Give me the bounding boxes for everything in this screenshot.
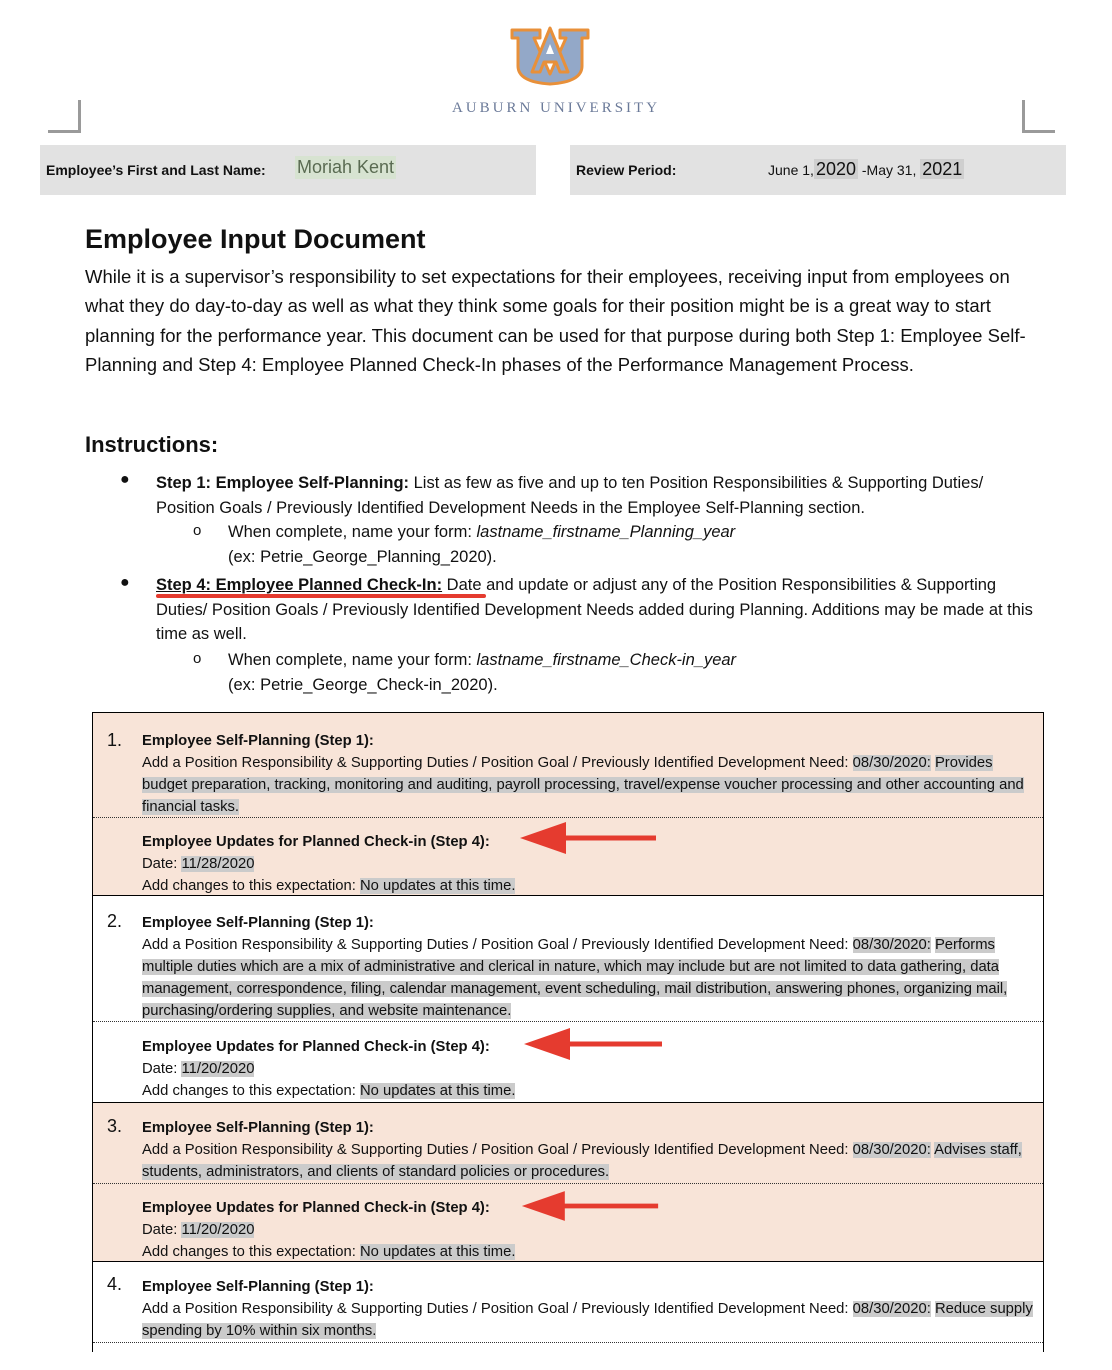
red-arrow-left-icon (522, 1024, 662, 1064)
step4-text: Date and update or adjust any of the Position Responsibilities & Supporting Duties/ Position Goals / Previously Identified Development Needs added during Planning. Additions may be made at this time as well. (156, 576, 1033, 643)
red-underline-annotation (156, 594, 486, 598)
step1-filename-pattern: lastname_firstname_Planning_year (476, 523, 736, 541)
changes-field[interactable]: No updates at this time. (360, 1083, 516, 1099)
table-row (93, 896, 1043, 1102)
self-planning-cell (142, 730, 1037, 818)
period-mid: -May 31, (857, 162, 921, 178)
responsibility-prompt: Add a Position Responsibility & Supporting Duties / Position Goal / Previously Identified Development Need: (142, 1301, 853, 1317)
employee-name-field[interactable]: Moriah Kent (297, 157, 395, 177)
changes-field[interactable]: No updates at this time. (360, 1244, 516, 1260)
self-planning-cell (142, 1117, 1037, 1183)
self-planning-heading: Employee Self-Planning (Step 1): (142, 1279, 374, 1295)
document-title: Employee Input Document (85, 224, 426, 254)
step1-label: Step 1: Employee Self-Planning: (156, 474, 410, 492)
dotted-divider (93, 1183, 1043, 1184)
entry-number: 3. (107, 1116, 123, 1136)
changes-label: Add changes to this expectation: (142, 1083, 360, 1099)
date-label: Date: (142, 856, 182, 872)
period-end-year-field[interactable]: 2021 (922, 159, 963, 179)
step4-sub-prefix: When complete, name your form: (228, 651, 477, 669)
employee-name-label: Employee’s First and Last Name: (46, 162, 266, 178)
responsibility-date-field[interactable]: 08/30/2020: (852, 1142, 931, 1158)
entry-number: 1. (107, 730, 123, 750)
review-period-label: Review Period: (576, 162, 677, 178)
checkin-heading: Employee Updates for Planned Check-in (Step 4): (142, 834, 490, 850)
checkin-heading: Employee Updates for Planned Check-in (Step 4): (142, 1039, 490, 1055)
responsibility-prompt: Add a Position Responsibility & Supporting Duties / Position Goal / Previously Identified Development Need: (142, 937, 853, 953)
responsibility-text-field[interactable]: Advises staff, students, administrators, and clients of standard policies or procedures. (142, 1142, 1022, 1180)
responsibility-text-field[interactable]: Provides budget preparation, tracking, monitoring and auditing, payroll processing, travel/expense voucher processing and other accounting and financial tasks. (142, 755, 1024, 815)
table-row (93, 1103, 1043, 1261)
self-planning-heading: Employee Self-Planning (Step 1): (142, 915, 374, 931)
table-row (93, 1262, 1043, 1354)
responsibility-text-field[interactable]: Reduce supply spending by 10% within six months. (142, 1301, 1033, 1339)
period-start-year-field[interactable]: 2020 (815, 159, 856, 179)
step4-instruction (156, 573, 1036, 647)
entry-number: 4. (107, 1274, 123, 1294)
changes-label: Add changes to this expectation: (142, 1244, 360, 1260)
entry-number: 2. (107, 911, 123, 931)
checkin-date-field[interactable]: 11/28/2020 (181, 856, 255, 872)
responsibility-text-field[interactable]: Performs multiple duties which are a mix of administrative and clerical in nature, which may include but are not limited to data gathering, data management, correspondence, filing, calendar management, event scheduling, mail distribution, answering phones, organizing mail, purchasing/ordering supplies, and website maintenance. (142, 937, 1008, 1019)
intro-paragraph: While it is a supervisor’s responsibility to set expectations for their employees, receiving input from employees on what they do day-to-day as well as what they think some goals for their position might be is a great way to start planning for the performance year. This document can be used for that purpose during both Step 1: Employee Self-Planning and Step 4: Employee Planned Check-In phases of the Performance Management Process. (85, 266, 1026, 376)
sub-bullet-icon: o (193, 650, 202, 667)
step4-naming (228, 648, 1028, 697)
responsibility-date-field[interactable]: 08/30/2020: (852, 755, 931, 771)
self-planning-cell (142, 912, 1037, 1022)
step1-example: (ex: Petrie_George_Planning_2020). (228, 547, 497, 566)
university-name: AUBURN UNIVERSITY (451, 100, 661, 116)
self-planning-heading: Employee Self-Planning (Step 1): (142, 1120, 374, 1136)
step1-naming (228, 520, 1028, 569)
review-period-value (768, 159, 964, 180)
review-period-box (570, 145, 1066, 195)
responsibility-date-field[interactable]: 08/30/2020: (852, 937, 931, 953)
checkin-date-field[interactable]: 11/20/2020 (181, 1222, 255, 1238)
self-planning-heading: Employee Self-Planning (Step 1): (142, 733, 374, 749)
step1-sub-prefix: When complete, name your form: (228, 523, 477, 541)
dotted-divider (93, 1021, 1043, 1022)
changes-field[interactable]: No updates at this time. (360, 878, 516, 894)
step1-text: List as few as five and up to ten Position Responsibilities & Supporting Duties/ Position Goals / Previously Identified Development Needs in the Employee Self-Planning section. (156, 474, 984, 517)
step4-example: (ex: Petrie_George_Check-in_2020). (228, 675, 498, 694)
date-label: Date: (142, 1222, 182, 1238)
corner-mark-right (1022, 100, 1055, 133)
bullet-icon: ● (120, 471, 130, 488)
sub-bullet-icon: o (193, 522, 202, 539)
red-arrow-left-icon (520, 1186, 660, 1226)
auburn-au-logo-icon (510, 22, 590, 86)
red-arrow-left-icon (518, 818, 658, 858)
changes-label: Add changes to this expectation: (142, 878, 360, 894)
table-row (93, 713, 1043, 895)
date-label: Date: (142, 1061, 182, 1077)
step4-filename-pattern: lastname_firstname_Check-in_year (476, 651, 737, 669)
dotted-divider (93, 1342, 1043, 1343)
step1-instruction (156, 471, 1036, 520)
checkin-heading: Employee Updates for Planned Check-in (Step 4): (142, 1200, 490, 1216)
checkin-date-field[interactable]: 11/20/2020 (181, 1061, 255, 1077)
self-planning-cell (142, 1276, 1037, 1342)
responsibility-date-field[interactable]: 08/30/2020: (852, 1301, 931, 1317)
responsibility-prompt: Add a Position Responsibility & Supporting Duties / Position Goal / Previously Identified Development Need: (142, 1142, 853, 1158)
bullet-icon: ● (120, 574, 130, 591)
period-start-prefix: June 1, (768, 162, 814, 178)
instructions-heading: Instructions: (85, 432, 219, 457)
employee-name-box (40, 145, 536, 195)
corner-mark-left (48, 100, 81, 133)
step4-label: Step 4: Employee Planned Check-In: (156, 576, 443, 594)
responsibility-prompt: Add a Position Responsibility & Supporting Duties / Position Goal / Previously Identified Development Need: (142, 755, 853, 771)
